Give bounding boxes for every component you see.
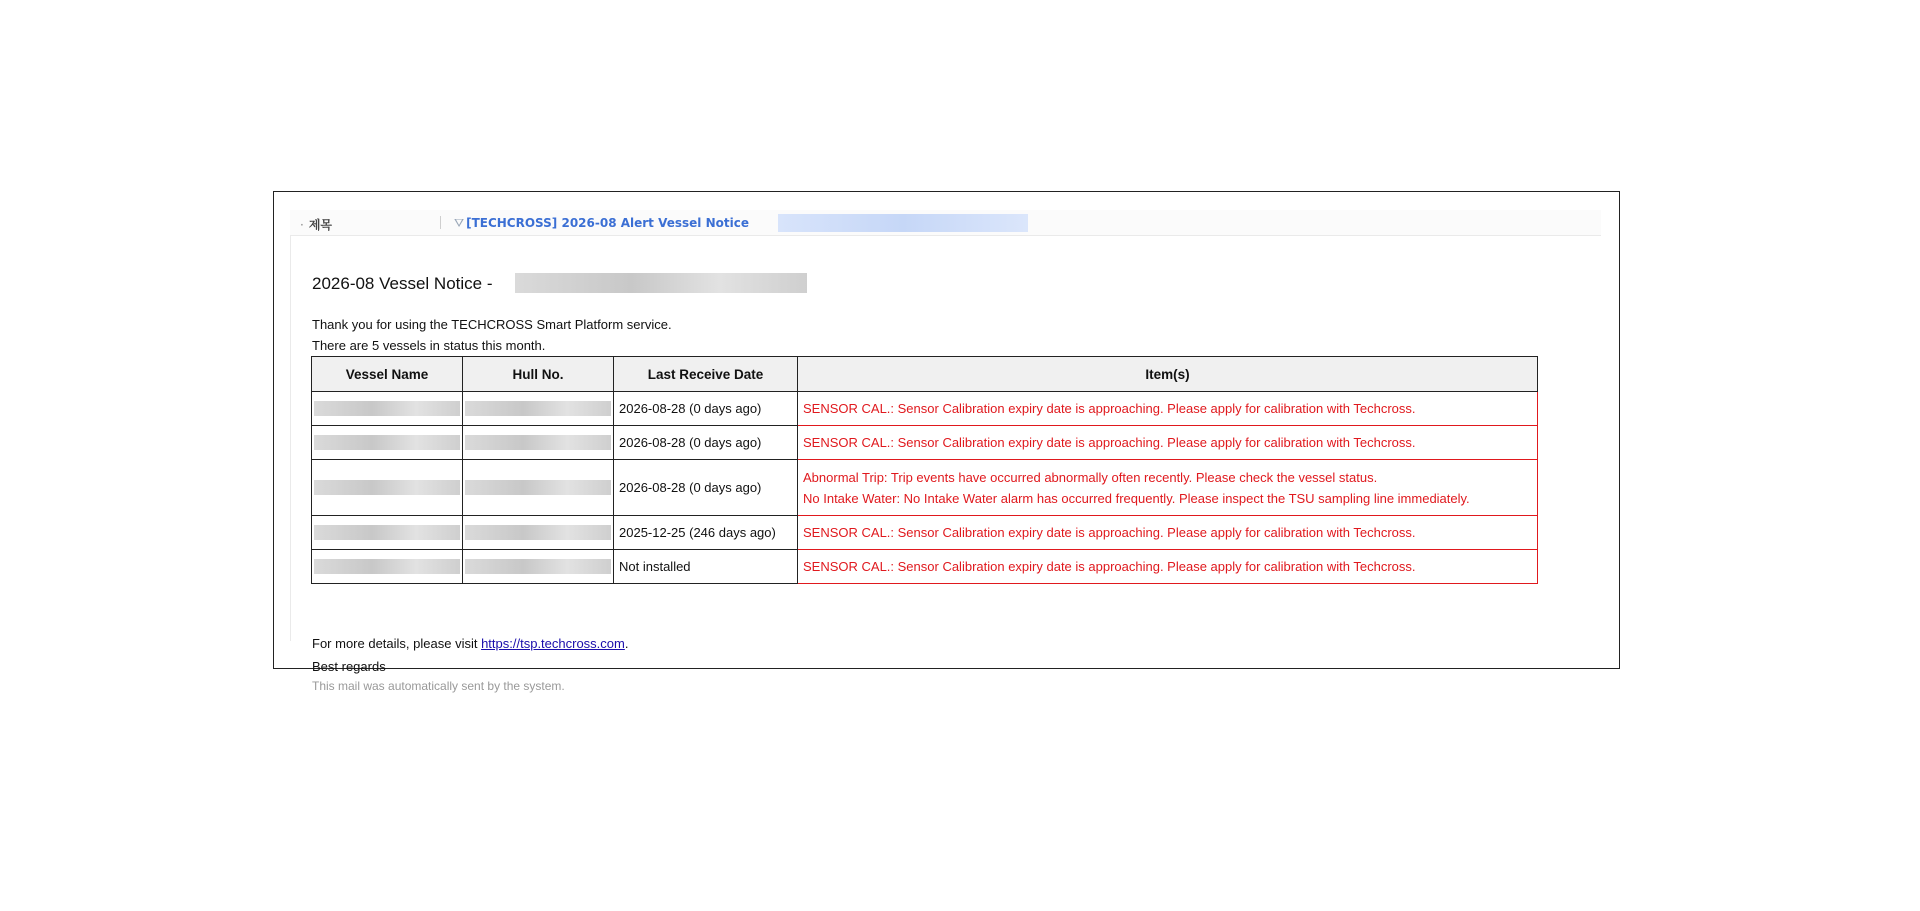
last-receive-date-cell: 2026-08-28 (0 days ago) [614, 392, 798, 426]
details-line [312, 636, 628, 651]
vessel-name-cell [312, 550, 463, 584]
notice-title: 2026-08 Vessel Notice - [312, 274, 493, 293]
redacted-hull-no [465, 480, 611, 495]
alert-item: No Intake Water: No Intake Water alarm has occurred frequently. Please inspect the TSU sampling line immediately. [803, 490, 1470, 506]
redacted-subject-suffix [778, 214, 1028, 232]
subject-divider [440, 216, 441, 229]
hull-no-cell [463, 426, 614, 460]
redacted-vessel-name [314, 559, 460, 574]
intro-text [312, 315, 672, 356]
hull-no-cell [463, 516, 614, 550]
redacted-hull-no [465, 401, 611, 416]
last-receive-date-cell: 2026-08-28 (0 days ago) [614, 426, 798, 460]
header-hull-no: Hull No. [463, 357, 614, 392]
mail-subject-text[interactable]: [TECHCROSS] 2026-08 Alert Vessel Notice [466, 216, 749, 230]
redacted-vessel-name [314, 525, 460, 540]
details-suffix: . [624, 636, 629, 651]
alert-item: SENSOR CAL.: Sensor Calibration expiry date is approaching. Please apply for calibration with Techcross. [803, 559, 1416, 574]
intro-line-1: Thank you for using the TECHCROSS Smart Platform service. [312, 317, 672, 332]
last-receive-date-cell: Not installed [614, 550, 798, 584]
subject-row [290, 210, 1601, 236]
vessel-name-cell [312, 460, 463, 516]
vessel-name-cell [312, 392, 463, 426]
table-row [312, 550, 1538, 584]
header-items: Item(s) [798, 357, 1538, 392]
subject-label-text: 제목 [308, 218, 333, 232]
alert-item: Abnormal Trip: Trip events have occurred abnormally often recently. Please check the vessel status. [803, 469, 1378, 485]
alert-item: SENSOR CAL.: Sensor Calibration expiry date is approaching. Please apply for calibration with Techcross. [803, 525, 1416, 540]
last-receive-date-cell: 2025-12-25 (246 days ago) [614, 516, 798, 550]
mail-subject[interactable] [454, 216, 749, 231]
last-receive-date-cell: 2026-08-28 (0 days ago) [614, 460, 798, 516]
redacted-hull-no [465, 559, 611, 574]
redacted-company-name [515, 273, 807, 293]
intro-line-2: There are 5 vessels in status this month. [312, 337, 546, 353]
items-cell [798, 550, 1538, 584]
header-last-receive-date: Last Receive Date [614, 357, 798, 392]
hull-no-cell [463, 460, 614, 516]
platform-link[interactable]: https://tsp.techcross.com [481, 636, 625, 651]
redacted-hull-no [465, 525, 611, 540]
regards-line: Best regards [312, 659, 386, 674]
bullet-dot: · [300, 218, 304, 232]
table-row [312, 392, 1538, 426]
table-header-row [312, 357, 1538, 392]
hull-no-cell [463, 550, 614, 584]
alert-item: SENSOR CAL.: Sensor Calibration expiry date is approaching. Please apply for calibration with Techcross. [803, 435, 1416, 450]
table-row [312, 426, 1538, 460]
vessel-table [311, 356, 1538, 584]
redacted-vessel-name [314, 401, 460, 416]
mail-viewer [273, 191, 1620, 693]
items-cell [798, 516, 1538, 550]
items-cell [798, 460, 1538, 516]
subject-label [300, 216, 332, 233]
vessel-name-cell [312, 426, 463, 460]
auto-sent-note: This mail was automatically sent by the system. [312, 679, 565, 693]
alert-item: SENSOR CAL.: Sensor Calibration expiry date is approaching. Please apply for calibration with Techcross. [803, 401, 1416, 416]
hull-no-cell [463, 392, 614, 426]
items-cell [798, 392, 1538, 426]
redacted-hull-no [465, 435, 611, 450]
vessel-name-cell [312, 516, 463, 550]
redacted-vessel-name [314, 480, 460, 495]
redacted-vessel-name [314, 435, 460, 450]
header-vessel-name: Vessel Name [312, 357, 463, 392]
filter-icon[interactable]: ⛛ [454, 216, 465, 230]
items-cell [798, 426, 1538, 460]
table-row [312, 516, 1538, 550]
mail-body [290, 236, 1602, 693]
details-prefix: For more details, please visit [312, 636, 482, 651]
table-row [312, 460, 1538, 516]
